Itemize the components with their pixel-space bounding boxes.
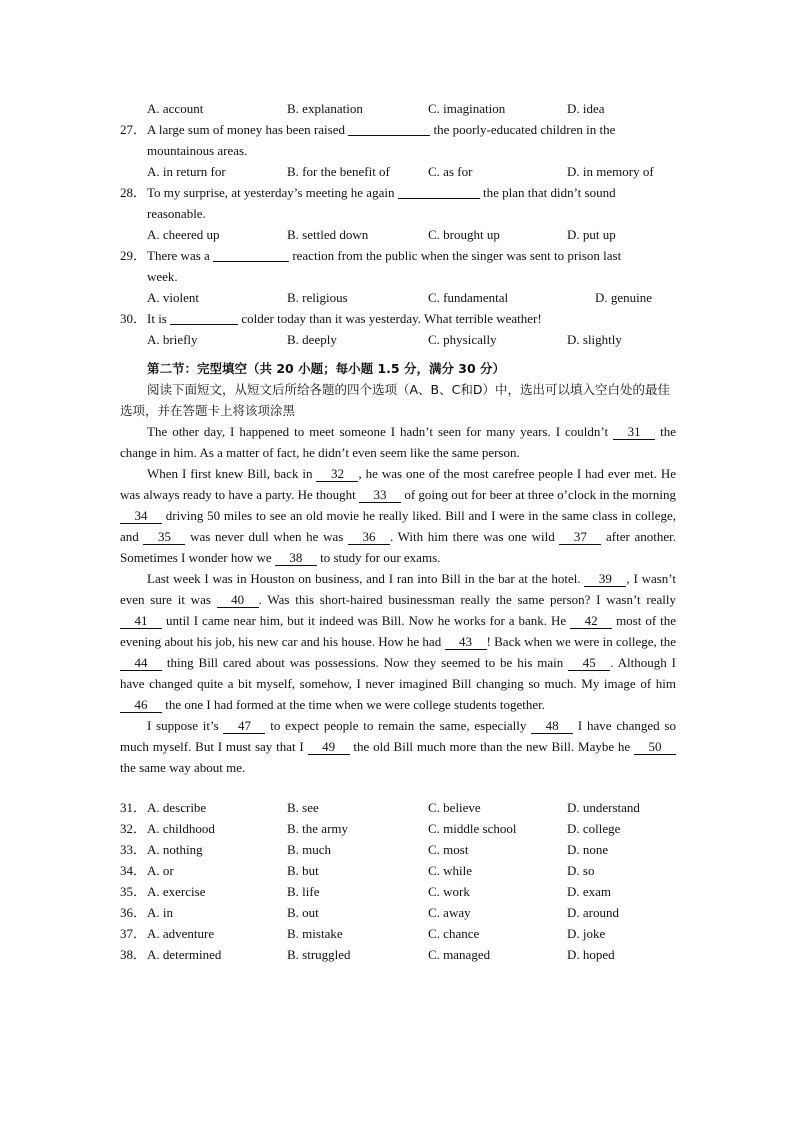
passage-blank: 31 — [613, 424, 655, 440]
passage-text: to expect people to remain the same, especially — [265, 718, 532, 733]
option-d: D. slightly — [567, 332, 622, 347]
answer-row-32 — [120, 818, 676, 839]
passage-blank: 40 — [217, 592, 259, 608]
section-title: 第二节：完型填空（共 20 小题；每小题 1.5 分，满分 30 分） — [147, 361, 506, 376]
passage-text: the old Bill much more than the new Bill. Maybe he — [349, 739, 635, 754]
option-b: B. see — [287, 800, 319, 815]
answer-blank — [170, 310, 238, 325]
question-28 — [120, 182, 676, 203]
answer-blank — [398, 184, 480, 199]
answer-row-36 — [120, 902, 676, 923]
answer-row-31 — [120, 797, 676, 818]
question-text: colder today than it was yesterday. What terrible weather! — [241, 311, 542, 326]
option-b: B. deeply — [287, 332, 337, 347]
option-d: D. joke — [567, 926, 606, 941]
question-27 — [120, 119, 676, 140]
option-a: A. determined — [147, 947, 222, 962]
option-b: B. but — [287, 863, 319, 878]
question-number: 35． — [120, 884, 147, 899]
passage-text: the change in him. As a matter of fact, he didn’t even seem like the same person. — [120, 424, 676, 460]
passage-blank: 38 — [275, 550, 317, 566]
question-28-continued: reasonable. — [147, 206, 206, 221]
option-c: C. most — [428, 842, 469, 857]
passage-blank: 42 — [570, 613, 612, 629]
question-text: There was a — [147, 248, 210, 263]
question-number: 32． — [120, 821, 147, 836]
passage-paragraph-3 — [120, 568, 676, 715]
option-b: B. struggled — [287, 947, 351, 962]
answer-row-34 — [120, 860, 676, 881]
option-b: B. religious — [287, 290, 348, 305]
option-a: A. nothing — [147, 842, 203, 857]
question-29-continued: week. — [147, 269, 178, 284]
passage-text: . With him there was one wild — [389, 529, 560, 544]
option-c: C. imagination — [428, 101, 506, 116]
option-c: C. managed — [428, 947, 491, 962]
option-b: B. much — [287, 842, 332, 857]
passage-blank: 47 — [223, 718, 265, 734]
q27-options — [120, 161, 676, 182]
option-a: A. exercise — [147, 884, 206, 899]
option-a: A. violent — [147, 290, 199, 305]
question-29 — [120, 245, 676, 266]
option-d: D. understand — [567, 800, 640, 815]
passage-text: the one I had formed at the time when we were college students together. — [162, 697, 546, 712]
answer-options-list — [120, 797, 676, 965]
question-number: 28． — [120, 185, 147, 200]
option-c: C. believe — [428, 800, 481, 815]
answer-blank — [213, 247, 289, 262]
option-a: A. adventure — [147, 926, 215, 941]
passage-text: of going out for beer at three o’clock in the morning — [401, 487, 676, 502]
exam-page — [120, 98, 676, 965]
option-d: D. around — [567, 905, 619, 920]
q26-options — [120, 98, 676, 119]
option-d: D. put up — [567, 227, 616, 242]
passage-blank: 33 — [359, 487, 401, 503]
passage-blank: 44 — [120, 655, 162, 671]
answer-row-33 — [120, 839, 676, 860]
option-c: C. middle school — [428, 821, 517, 836]
question-number: 38． — [120, 947, 147, 962]
option-d: D. so — [567, 863, 595, 878]
option-d: D. none — [567, 842, 609, 857]
passage-text: most of the evening about his job, his new car and his house. How he had — [120, 613, 676, 649]
passage-blank: 36 — [348, 529, 390, 545]
option-a: A. account — [147, 101, 204, 116]
answer-row-37 — [120, 923, 676, 944]
question-text: the plan that didn’t sound — [482, 185, 616, 200]
option-b: B. out — [287, 905, 319, 920]
option-d: D. hoped — [567, 947, 615, 962]
option-a: A. childhood — [147, 821, 215, 836]
question-number: 37． — [120, 926, 147, 941]
option-b: B. settled down — [287, 227, 369, 242]
option-a: A. describe — [147, 800, 207, 815]
passage-blank: 49 — [308, 739, 350, 755]
question-text: reaction from the public when the singer was sent to prison last — [292, 248, 622, 263]
answer-row-35 — [120, 881, 676, 902]
option-a: A. briefly — [147, 332, 198, 347]
answer-row-38 — [120, 944, 676, 965]
passage-text: , I wasn’t even sure it was — [120, 571, 676, 607]
passage-blank: 45 — [568, 655, 610, 671]
passage-text: The other day, I happened to meet someone I hadn’t seen for many years. I couldn’t — [147, 424, 614, 439]
option-b: B. for the benefit of — [287, 164, 390, 179]
option-c: C. chance — [428, 926, 480, 941]
option-c: C. while — [428, 863, 473, 878]
passage-text: thing Bill cared about was possessions. Now they seemed to be his main — [162, 655, 569, 670]
option-a: A. in return for — [147, 164, 226, 179]
option-d: D. idea — [567, 101, 605, 116]
passage-blank: 48 — [531, 718, 573, 734]
passage-text: until I came near him, but it indeed was Bill. Now he works for a bank. He — [162, 613, 571, 628]
passage-blank: 34 — [120, 508, 162, 524]
q30-options — [120, 329, 676, 350]
passage-text: I have changed so much myself. But I must say that I — [120, 718, 676, 754]
passage-text: ! Back when we were in college, the — [486, 634, 676, 649]
passage-text: Last week I was in Houston on business, and I ran into Bill in the bar at the hotel. — [147, 571, 585, 586]
option-b: B. explanation — [287, 101, 363, 116]
option-c: C. brought up — [428, 227, 500, 242]
passage-text: was never dull when he was — [185, 529, 348, 544]
option-a: A. or — [147, 863, 174, 878]
passage-blank: 41 — [120, 613, 162, 629]
option-b: B. mistake — [287, 926, 343, 941]
option-d: D. genuine — [595, 290, 653, 305]
passage-paragraph-2 — [120, 463, 676, 568]
passage-blank: 32 — [316, 466, 358, 482]
passage-paragraph-1 — [120, 421, 676, 463]
passage-text: to study for our exams. — [316, 550, 441, 565]
passage-blank: 46 — [120, 697, 162, 713]
option-d: D. college — [567, 821, 621, 836]
passage-text: driving 50 miles to see an old movie he really liked. Bill and I were in the same class in college, and — [120, 508, 676, 544]
passage-blank: 37 — [559, 529, 601, 545]
option-b: B. life — [287, 884, 320, 899]
question-number: 30． — [120, 311, 147, 326]
passage-text: , he was one of the most carefree people I had ever met. He was always ready to have a party. He thought — [120, 466, 676, 502]
passage-blank: 43 — [445, 634, 487, 650]
question-text: the poorly-educated children in the — [433, 122, 616, 137]
option-d: D. exam — [567, 884, 612, 899]
passage-paragraph-4 — [120, 715, 676, 778]
option-a: A. cheered up — [147, 227, 220, 242]
question-number: 27． — [120, 122, 147, 137]
passage-text: I suppose it’s — [147, 718, 224, 733]
passage-blank: 39 — [584, 571, 626, 587]
question-27-continued: mountainous areas. — [147, 143, 248, 158]
option-a: A. in — [147, 905, 173, 920]
question-number: 31． — [120, 800, 147, 815]
option-c: C. physically — [428, 332, 497, 347]
section-instructions: 阅读下面短文，从短文后所给各题的四个选项（A、B、C和D）中，选出可以填入空白处的最佳选项，并在答题卡上将该项涂黑 — [120, 382, 670, 418]
passage-text: after another. Sometimes I wonder how we — [120, 529, 676, 565]
option-c: C. fundamental — [428, 290, 509, 305]
question-number: 36． — [120, 905, 147, 920]
question-30 — [120, 308, 676, 329]
passage-text: . Was this short-haired businessman really the same person? I wasn’t really — [258, 592, 676, 607]
option-b: B. the army — [287, 821, 349, 836]
passage-blank: 50 — [634, 739, 676, 755]
answer-blank — [348, 121, 430, 136]
q29-options — [120, 287, 676, 308]
question-text: It is — [147, 311, 167, 326]
question-number: 33． — [120, 842, 147, 857]
question-text: A large sum of money has been raised — [147, 122, 345, 137]
option-c: C. as for — [428, 164, 473, 179]
passage-text: . Although I have changed quite a bit myself, somehow, I never imagined Bill changing so much. My image of him — [120, 655, 676, 691]
question-number: 29． — [120, 248, 147, 263]
question-number: 34． — [120, 863, 147, 878]
passage-text: When I first knew Bill, back in — [147, 466, 317, 481]
question-text: To my surprise, at yesterday’s meeting he again — [147, 185, 395, 200]
option-d: D. in memory of — [567, 164, 654, 179]
option-c: C. away — [428, 905, 471, 920]
option-c: C. work — [428, 884, 470, 899]
passage-text: the same way about me. — [120, 760, 246, 775]
passage-blank: 35 — [143, 529, 185, 545]
q28-options — [120, 224, 676, 245]
